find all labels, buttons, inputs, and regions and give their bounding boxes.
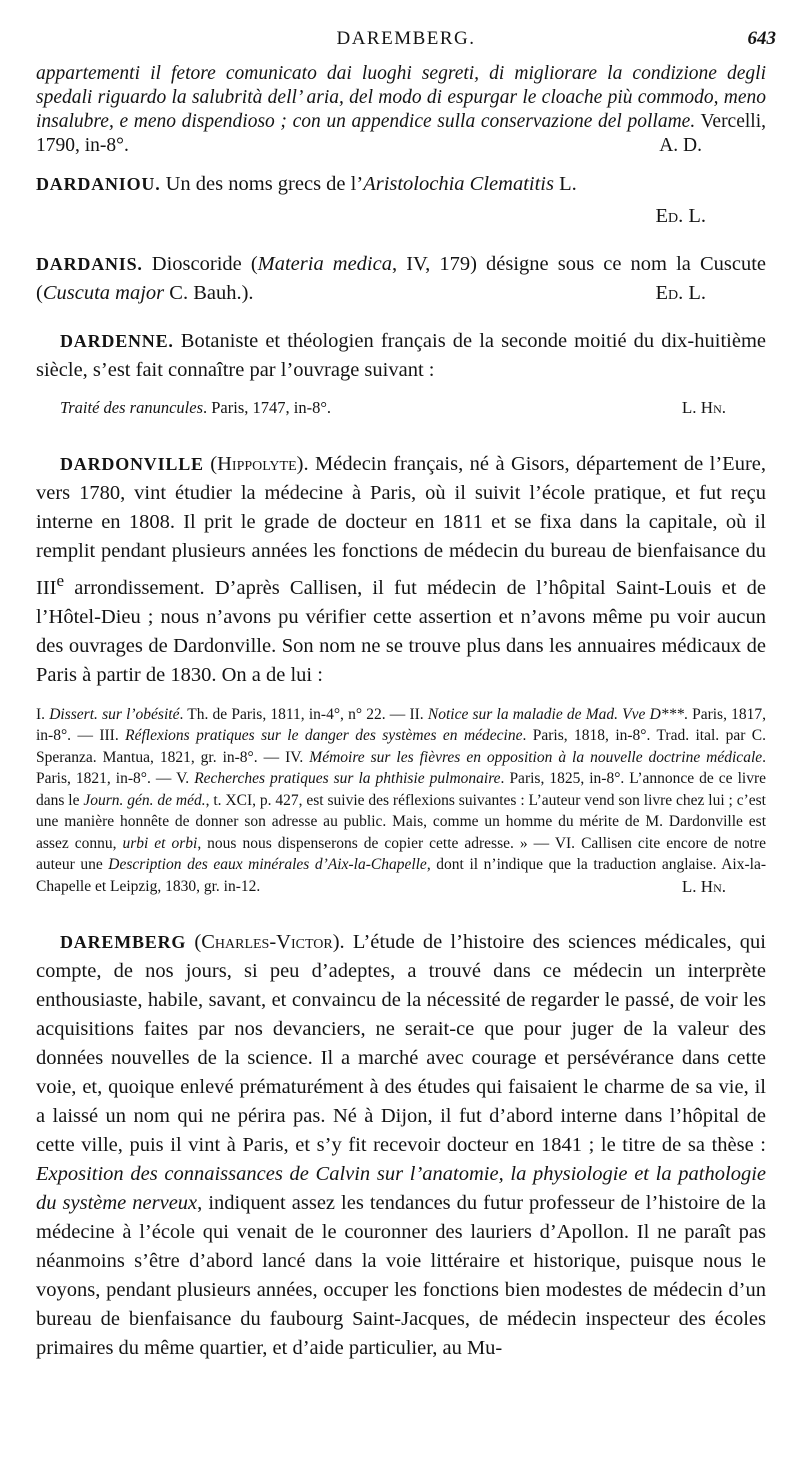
entry-signature: L. Hn. <box>681 876 726 896</box>
entry-dardaniou <box>36 170 766 231</box>
thesis-title: Exposition des connaissances de Calvin sur l’anatomie, la physiologie et la pathologie du système nerveux <box>36 1163 766 1214</box>
headword: DARDONVILLE <box>60 454 204 474</box>
page-number: 643 <box>747 28 776 49</box>
entry-text: DARDANIS. Dioscoride (Materia medica, IV, 179) désigne sous ce nom la Cuscute (Cuscuta major C. Bauh.). <box>36 253 766 304</box>
person-name: (Hippolyte). <box>203 453 309 475</box>
entry-text: DARDANIOU. Un des noms grecs de l’Aristolochia Clematitis L. <box>36 173 577 195</box>
entry-dardanis <box>36 250 766 308</box>
continuation-signature: A. D. <box>659 135 702 156</box>
entry-dardenne <box>36 327 766 419</box>
entry-text: DAREMBERG (Charles-Victor). L’étude de l’histoire des sciences médicales, qui compte, de nos jours, si peu d’adeptes, a trouvé dans ce médecin un interprète enthousiaste, habile, savant, et convaincu de la nécessité de regarder le passé, de voir les acquisitions faites par nos devanciers, ne serait-ce que pour juger de la valeur des données nouvelles de la science. Il a marché avec courage et persévérance dans cette voie, et, quoique enlevé prématurément à des études qui faisaient le charme de sa vie, il a laissé un nom qui ne périra pas. Né à Dijon, il fut d’abord interne dans l’hôpital de cette ville, puis il vint à Paris, et s’y fit recevoir docteur en 1841 ; le titre de sa thèse : Exposition des connaissances de Calvin sur l’anatomie, la physiologie et la pathologie du système nerveux, indiquent assez les tendances du futur professeur de l’histoire de la médecine à l’école qui venait de le couronner des lauriers d’Apollon. Il ne paraît pas néanmoins s’être d’abord lancé dans la voie littéraire et historique, puisque nous le voyons, pendant plusieurs années, occuper les fonctions bien modestes de médecin d’un bureau de bienfaisance du faubourg Saint-Jacques, de médecin inspecteur des écoles primaires du même quartier, et d’aide particulier, au Mu- <box>36 931 766 1359</box>
entry-signature: L. Hn. <box>681 398 726 417</box>
entry-daremberg <box>36 928 766 1363</box>
entry-signature: Ed. L. <box>655 205 706 227</box>
works-list: Traité des ranuncules. Paris, 1747, in-8°. L. Hn. <box>60 398 726 417</box>
continuation-block <box>36 62 766 158</box>
entry-text: DARDENNE. Botaniste et théologien français de la seconde moitié du dix-huitième siècle, s’est fait connaître par l’ouvrage suivant : <box>36 330 766 381</box>
headword: DARDANIOU. <box>36 174 161 194</box>
page-header <box>36 28 776 56</box>
works-list: I. Dissert. sur l’obésité. Th. de Paris, 1811, in-4°, n° 22. — II. Notice sur la maladie de Mad. Vve D***. Paris, 1817, in-8°. — III. Réflexions pratiques sur le danger des systèmes en médecine. Paris, 1818, in-8°. Trad. ital. par C. Speranza. Mantua, 1821, gr. in-8°. — IV. Mémoire sur les fièvres en opposition à la nouvelle doctrine médicale. Paris, 1821, in-8°. — V. Recherches pratiques sur la phthisie pulmonaire. Paris, 1825, in-8°. L’annonce de ce livre dans le Journ. gén. de méd., t. XCI, p. 427, est suivie des réflexions suivantes : L’auteur vend son livre chez lui ; c’est une manière honnête de donner son adresse au public. Mais, comme un homme du mérite de M. Dardonville est assez connu, urbi et orbi, nous nous dispenserons de copier cette adresse. » — VI. Callisen cite encore de notre auteur une Description des eaux minérales d’Aix-la-Chapelle, dont il n’indique que la traduction anglaise. Aix-la-Chapelle et Leipzig, 1830, gr. in-12. L. Hn. <box>36 705 767 896</box>
running-title: DAREMBERG. <box>336 28 476 49</box>
continuation-text: appartementi il fetore comunicato dai luoghi segreti, di migliorare la condizione degli spedali riguardo la salubrità dell’ aria, del modo di espurgar le cloache più commodo, meno insalubre, e meno dispendioso ; con un appendice sulla conservazione del pollame. Vercelli, 1790, in-8°. <box>36 63 766 156</box>
headword: DAREMBERG <box>60 932 187 952</box>
entry-dardonville <box>36 450 766 897</box>
entry-signature: Ed. L. <box>655 282 706 304</box>
person-name: (Charles-Victor). <box>186 931 345 953</box>
headword: DARDENNE. <box>60 331 174 351</box>
entry-text: DARDONVILLE (Hippolyte). Médecin français, né à Gisors, département de l’Eure, vers 1780, vint étudier la médecine à Paris, où il suivit l’école pratique, et fut reçu interne en 1808. Il prit le grade de docteur en 1811 et se fixa dans la capitale, où il remplit pendant plusieurs années les fonctions de médecin du bureau de bienfaisance du IIIe arrondissement. D’après Callisen, il fut médecin de l’hôpital Saint-Louis et de l’Hôtel-Dieu ; nous n’avons pu vérifier cette assertion et n’avons même pu voir aucun des ouvrages de Dardonville. Son nom ne se trouve plus dans les annuaires médicaux de Paris à partir de 1830. On a de lui : <box>36 453 767 686</box>
headword: DARDANIS. <box>36 254 143 274</box>
